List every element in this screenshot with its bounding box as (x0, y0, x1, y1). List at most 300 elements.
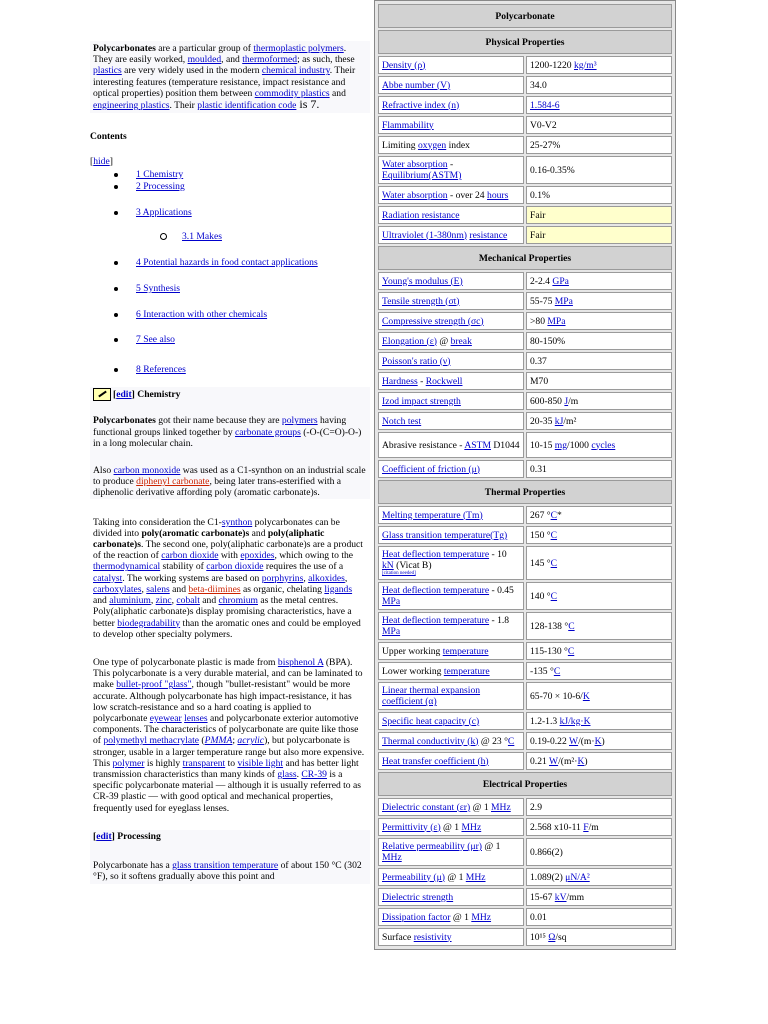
property-link[interactable]: Linear thermal expansion coefficient (α) (382, 685, 481, 707)
property-label (378, 116, 524, 134)
property-label (378, 838, 524, 866)
value-text: 80-150% (530, 335, 566, 347)
text: is a specific polycarbonate material — although it is usually referred to as CR-39 plastic — with good optical and mechanical properties, frequently used for eyeglass lenses. (93, 768, 361, 814)
property-label (378, 612, 524, 640)
property-value (526, 412, 672, 430)
property-label (378, 582, 524, 610)
section-row (378, 30, 672, 54)
physical-properties (378, 56, 672, 244)
property-link[interactable]: resistance (469, 229, 508, 241)
unit-link[interactable]: μN/A² (565, 871, 590, 883)
infobox-body (378, 4, 672, 54)
value-text: 20-35 (530, 415, 555, 427)
value-text: 0.21 (530, 755, 550, 767)
property-link[interactable]: Melting temperature (Tm) (382, 509, 483, 521)
link-diphenyl-carbonate[interactable]: diphenyl carbonate (136, 476, 210, 488)
unit-link[interactable]: MPa (547, 315, 566, 327)
value-text: 34.0 (530, 79, 547, 91)
property-link[interactable]: Water absorption (382, 159, 448, 170)
link-thermoformed[interactable]: thermoformed (242, 54, 298, 66)
property-link[interactable]: temperature (443, 665, 490, 677)
property-value (526, 582, 672, 610)
link-polymers[interactable]: polymers (281, 415, 318, 427)
unit-link[interactable]: kJ/kg·K (559, 715, 591, 727)
unit-link[interactable]: C (567, 645, 575, 657)
text: , though "bullet-resistant" would be more accurate. Although polycarbonate has high impact-resistance, it has low scratch-resistance and so a hard coating is applied to polycarbonate (93, 679, 352, 724)
value-text: 0.37 (530, 355, 547, 367)
link-chemical-industry[interactable]: chemical industry (261, 65, 330, 77)
link-plastic-identification-code[interactable]: plastic identification code (197, 100, 297, 112)
property-row (378, 392, 672, 410)
infobox (374, 0, 676, 950)
unit-link[interactable]: C (568, 620, 575, 632)
property-row (378, 226, 672, 244)
property-value (526, 752, 672, 770)
link-synthon[interactable]: synthon (221, 516, 253, 528)
value-text: V0-V2 (530, 119, 557, 131)
link-zinc[interactable]: zinc (155, 595, 172, 607)
value-link[interactable]: 1.584-6 (530, 99, 560, 111)
property-link[interactable]: Permittivity (ε) (382, 821, 441, 833)
text: Polycarbonate has a (93, 859, 173, 871)
label-text: @ 1 (444, 871, 466, 883)
value-text: 65-70 × 10-6/ (530, 690, 583, 702)
label-text: - (447, 159, 454, 170)
property-link[interactable]: MHz (465, 871, 486, 883)
unit-link[interactable]: W (549, 755, 559, 767)
link-carbon-dioxide[interactable]: carbon dioxide (161, 550, 219, 562)
property-label (378, 682, 524, 710)
value-text: 267 ° (530, 509, 551, 521)
text: , (141, 583, 147, 595)
unit-link[interactable]: F (583, 821, 589, 833)
link-acrylic[interactable]: acrylic (237, 735, 265, 747)
value-text: 0.01 (530, 911, 547, 923)
property-row (378, 662, 672, 680)
property-link[interactable]: Glass transition temperature(Tg) (382, 529, 508, 541)
property-link[interactable]: Rockwell (425, 375, 463, 387)
link-beta-diimines[interactable]: beta-diimines (188, 583, 241, 595)
property-value (526, 312, 672, 330)
property-row (378, 732, 672, 750)
property-label (378, 226, 524, 244)
text: and (93, 595, 110, 607)
property-link[interactable]: C (507, 735, 515, 747)
property-value (526, 546, 672, 580)
text: Also (93, 465, 114, 477)
property-link[interactable]: Flammability (382, 119, 434, 131)
toc-link[interactable]: 6 Interaction with other chemicals (136, 308, 268, 320)
property-value (526, 506, 672, 524)
property-row (378, 838, 672, 866)
property-value (526, 76, 672, 94)
link-carboxylates[interactable]: carboxylates (93, 583, 142, 595)
unit-link[interactable]: C (550, 529, 558, 541)
link-commodity-plastics[interactable]: commodity plastics (254, 87, 330, 99)
electrical-properties (378, 798, 672, 946)
unit-link[interactable]: K (594, 735, 602, 747)
text: , being later trans-esterified with a diphenolic derivative affording poly (aromatic carbonate)s. (93, 476, 342, 499)
toc-link[interactable]: 5 Synthesis (136, 282, 180, 294)
label-text: (Vicat B) (393, 560, 432, 571)
toc-item-applications (90, 207, 370, 218)
infobox-title: Polycarbonate (378, 4, 672, 28)
unit-link[interactable]: K (582, 690, 590, 702)
property-link[interactable]: MHz (382, 852, 402, 863)
chemistry-paragraph-2 (90, 465, 370, 499)
property-value (526, 186, 672, 204)
link-biodegradability[interactable]: biodegradability (117, 617, 181, 629)
unit-link[interactable]: kV (554, 891, 567, 903)
property-link[interactable]: Dielectric constant (εr) (382, 801, 471, 813)
value-text: /1000 (567, 439, 592, 451)
property-value (526, 56, 672, 74)
toc-link[interactable]: 3.1 Makes (182, 231, 222, 243)
intro-bold: Polycarbonates (93, 43, 156, 54)
property-row (378, 752, 672, 770)
text: . Their (169, 100, 198, 112)
link-engineering-plastics[interactable]: engineering plastics (93, 100, 170, 112)
property-row (378, 908, 672, 926)
unit-link[interactable]: Ω (548, 931, 556, 943)
value-text: /m (588, 821, 599, 833)
link-ligands[interactable]: ligands (324, 583, 353, 595)
value-text: 10¹⁵ (530, 931, 549, 943)
link-carbonate-groups[interactable]: carbonate groups (235, 426, 301, 438)
value-text: >80 (530, 315, 548, 327)
text: is 7. (296, 97, 320, 112)
property-label (378, 546, 524, 580)
toc-list (90, 169, 370, 376)
text: stability of (160, 561, 207, 573)
toc-hide-link[interactable]: hide (93, 156, 110, 168)
link-aluminium[interactable]: aluminium (109, 595, 151, 607)
toc-item-interaction (90, 309, 370, 320)
infobox-title-row (378, 4, 672, 28)
link-polymethyl-methacrylate[interactable]: polymethyl methacrylate (103, 735, 200, 747)
property-link[interactable]: Coefficient of friction (μ) (382, 463, 480, 475)
property-link[interactable]: Thermal conductivity (k) (382, 735, 479, 747)
property-link[interactable]: Abbe number (V) (382, 79, 451, 91)
property-link[interactable]: ASTM (464, 439, 491, 451)
property-link[interactable]: Ultraviolet (1-380nm) (382, 229, 467, 241)
unit-link[interactable]: MPa (554, 295, 573, 307)
property-label (378, 392, 524, 410)
property-link[interactable]: Tensile strength (σt) (382, 295, 460, 307)
text: is highly (144, 757, 183, 769)
link-carbon-dioxide-2[interactable]: carbon dioxide (206, 561, 264, 573)
label-text: @ 1 (440, 821, 462, 833)
toc-link[interactable]: 2 Processing (136, 180, 185, 192)
property-link[interactable]: temperature (442, 645, 489, 657)
text: Chemistry (137, 388, 181, 400)
unit-link[interactable]: mg (554, 439, 568, 451)
unit-link[interactable]: W (569, 735, 579, 747)
property-link[interactable]: MHz (471, 911, 492, 923)
edit-chemistry-link[interactable]: edit (116, 388, 132, 400)
property-link[interactable]: MPa (382, 596, 401, 607)
link-epoxides[interactable]: epoxides (240, 550, 275, 562)
text: and polycarbonate exterior automotive components. The characteristics of polycarbonate are quite like those of (93, 712, 359, 747)
text: . Their interesting features (temperature resistance, impact resistance and optical properties) position them between (93, 65, 356, 99)
property-value (526, 712, 672, 730)
property-label (378, 818, 524, 836)
text: One type of polycarbonate plastic is made from (93, 656, 278, 668)
link-lenses[interactable]: lenses (184, 712, 208, 724)
label-text: - (417, 375, 426, 387)
mechanical-properties (378, 272, 672, 478)
property-value (526, 838, 672, 866)
property-value (526, 908, 672, 926)
property-value (526, 372, 672, 390)
text: (-O-(C=O)-O-) in a long molecular chain. (93, 426, 362, 449)
property-value (526, 96, 672, 114)
link-alkoxides[interactable]: alkoxides (308, 572, 345, 584)
property-row (378, 272, 672, 290)
property-link[interactable]: Elongation (ε) (382, 335, 437, 347)
property-row (378, 582, 672, 610)
property-label (378, 506, 524, 524)
link-cobalt[interactable]: cobalt (176, 595, 200, 607)
toc-hide-toggle: [hide] (90, 156, 113, 168)
edit-processing-link[interactable]: edit (96, 831, 112, 843)
property-label (378, 156, 524, 184)
link-glass-transition-temperature[interactable]: glass transition temperature (172, 859, 279, 871)
property-value (526, 272, 672, 290)
text: to (225, 757, 238, 769)
text: as organic, chelating (240, 583, 325, 595)
thermal-properties (378, 506, 672, 770)
property-link[interactable]: Radiation resistance (382, 209, 460, 221)
property-link[interactable]: Heat deflection temperature (382, 549, 490, 560)
property-link[interactable]: Notch test (382, 415, 422, 427)
property-link[interactable]: Equilibrium(ASTM) (382, 170, 462, 181)
article-column (90, 41, 370, 884)
value-text: 0.16-0.35% (530, 164, 575, 176)
mechanical-header-body (378, 246, 672, 270)
link-eyewear[interactable]: eyewear (149, 712, 182, 724)
electrical-header-body (378, 772, 672, 796)
property-value (526, 206, 672, 224)
property-row (378, 888, 672, 906)
value-text: 0.866(2) (530, 846, 563, 858)
property-link[interactable]: Heat transfer coefficient (h) (382, 755, 489, 767)
toc-link[interactable]: 3 Applications (136, 207, 192, 219)
toc-item-chemistry (90, 169, 370, 180)
property-link[interactable]: Permeability (μ) (382, 871, 445, 883)
property-value (526, 392, 672, 410)
property-link[interactable]: Relative permeability (μr) (382, 841, 482, 852)
property-row (378, 432, 672, 458)
value-text: 115-130 ° (530, 645, 568, 657)
property-row (378, 332, 672, 350)
link-moulded[interactable]: moulded (187, 54, 222, 66)
chemistry-heading: [ edit ] Chemistry (90, 387, 370, 401)
text: was used as a C1-synthon on an industrial scale to produce (93, 465, 366, 488)
text: having functional groups linked together by (93, 415, 347, 438)
unit-link[interactable]: C (553, 665, 561, 677)
toc-link[interactable]: 1 Chemistry (136, 168, 184, 180)
toc-item-hazards (90, 257, 370, 268)
property-value (526, 682, 672, 710)
unit-link[interactable]: C (550, 509, 558, 521)
link-thermoplastic-polymers[interactable]: thermoplastic polymers (253, 43, 344, 54)
label-text: Upper working (382, 645, 443, 657)
processing-section (90, 830, 370, 884)
unit-link[interactable]: C (550, 590, 558, 602)
property-label (378, 272, 524, 290)
property-value (526, 292, 672, 310)
property-label (378, 526, 524, 544)
property-link[interactable]: Water absorption (382, 189, 448, 201)
text: . The working systems are based on (122, 572, 262, 584)
text: are a particular group of (155, 43, 254, 54)
value-text: 55-75 (530, 295, 555, 307)
property-row (378, 412, 672, 430)
link-glass[interactable]: glass (277, 768, 297, 780)
text: Taking into consideration the C1- (93, 516, 222, 528)
property-value (526, 526, 672, 544)
link-porphyrins[interactable]: porphyrins (261, 572, 304, 584)
link-visible-light[interactable]: visible light (237, 757, 284, 769)
property-link[interactable]: Refractive index (n) (382, 99, 460, 111)
property-label (378, 56, 524, 74)
link-pmma[interactable]: PMMA (204, 735, 233, 747)
section-row (378, 246, 672, 270)
property-link[interactable]: Izod impact strength (382, 395, 461, 407)
link-salens[interactable]: salens (146, 583, 170, 595)
property-row (378, 136, 672, 154)
section-row (378, 772, 672, 796)
property-row (378, 460, 672, 478)
text: and (169, 583, 189, 595)
value-text: 128-138 ° (530, 620, 569, 632)
value-text: M70 (530, 375, 549, 387)
text: , (344, 572, 348, 584)
text: , (171, 595, 177, 607)
toc-link[interactable]: 8 References (136, 364, 186, 376)
value-text: * (557, 509, 562, 521)
value-text: /(m· (578, 735, 595, 747)
property-value (526, 612, 672, 640)
property-row (378, 612, 672, 640)
link-cr-39[interactable]: CR-39 (301, 768, 327, 780)
property-link[interactable]: Compressive strength (σc) (382, 315, 484, 327)
unit-link[interactable]: K (577, 755, 585, 767)
property-link[interactable]: MHz (461, 821, 482, 833)
unit-link[interactable]: kJ (554, 415, 564, 427)
property-label (378, 312, 524, 330)
value-text: ) (584, 755, 588, 767)
text: got their name because they are (155, 415, 282, 427)
label-text: @ 1 (481, 841, 501, 852)
link-polymer[interactable]: polymer (112, 757, 145, 769)
physical-properties-header: Physical Properties (378, 30, 672, 54)
text: as the metal centres. Poly(aliphatic carbonate)s display promising characteristics, have a better (93, 595, 352, 629)
label-text: - 10 (489, 549, 507, 560)
property-label (378, 76, 524, 94)
toc-link[interactable]: 7 See also (136, 334, 175, 346)
property-link[interactable]: Hardness (382, 375, 418, 387)
citation-needed-link[interactable]: [citation needed] (382, 571, 416, 576)
property-link[interactable]: MPa (382, 626, 401, 637)
value-text: 0.31 (530, 463, 547, 475)
processing-heading: [ edit ] Processing (93, 831, 161, 843)
value-text: 145 ° (530, 557, 551, 569)
toc-item-makes (90, 231, 370, 242)
link-chromium[interactable]: chromium (218, 595, 258, 607)
text: with (218, 550, 241, 562)
link-plastics[interactable]: plastics (93, 65, 122, 77)
text: and (249, 527, 268, 539)
label-text: @ (436, 335, 451, 347)
property-link[interactable]: Dielectric strength (382, 891, 454, 903)
property-link[interactable]: kN (382, 560, 394, 571)
property-link[interactable]: hours (487, 189, 509, 201)
label-text: - 0.45 (489, 585, 514, 596)
unit-link[interactable]: kg/m³ (573, 59, 597, 71)
property-link[interactable]: Young's modulus (E) (382, 275, 463, 287)
label-text: Abrasive resistance - (382, 439, 465, 451)
link-bullet-proof-glass[interactable]: bullet-proof "glass" (116, 679, 192, 691)
property-link[interactable]: resistivity (413, 931, 452, 943)
text: , (303, 572, 309, 584)
link-thermodynamical[interactable]: thermodynamical (93, 561, 161, 573)
text: polycarbonates can be divided into (93, 516, 340, 539)
property-link[interactable]: Poisson's ratio (ν) (382, 355, 451, 367)
property-label (378, 412, 524, 430)
property-link[interactable]: Specific heat capacity (c) (382, 715, 480, 727)
property-label (378, 136, 524, 154)
property-link[interactable]: MHz (491, 801, 511, 813)
link-carbon-monoxide[interactable]: carbon monoxide (113, 465, 181, 477)
toc-link[interactable]: 4 Potential hazards in food contact applications (136, 257, 318, 269)
unit-link[interactable]: cycles (591, 439, 616, 451)
property-link[interactable]: Heat deflection temperature (382, 615, 490, 626)
property-link[interactable]: Dissipation factor (382, 911, 451, 923)
property-link[interactable]: Density (ρ) (382, 59, 426, 71)
chemistry-paragraph-4 (90, 657, 370, 814)
link-catalyst[interactable]: catalyst (93, 572, 123, 584)
value-text: 1200-1220 (530, 59, 574, 71)
unit-link[interactable]: C (550, 557, 558, 569)
edit-pencil-icon[interactable] (93, 388, 111, 401)
property-link[interactable]: oxygen (417, 139, 447, 151)
label-text: Limiting (382, 139, 418, 151)
label-text: @ 1 (450, 911, 472, 923)
unit-link[interactable]: GPa (552, 275, 569, 287)
processing-paragraph-1 (90, 860, 370, 882)
label-text: @ 23 ° (478, 735, 508, 747)
property-label (378, 732, 524, 750)
property-link[interactable]: Heat deflection temperature (382, 585, 490, 596)
property-label (378, 206, 524, 224)
property-value (526, 928, 672, 946)
property-row (378, 372, 672, 390)
text: Processing (117, 831, 161, 843)
property-link[interactable]: break (450, 335, 472, 347)
link-bisphenol-a[interactable]: bisphenol A (277, 656, 324, 668)
property-row (378, 868, 672, 886)
unit-link[interactable]: J (564, 395, 569, 407)
text: and (329, 87, 346, 99)
section-row (378, 480, 672, 504)
link-transparent[interactable]: transparent (182, 757, 226, 769)
property-value (526, 156, 672, 184)
text: and (199, 595, 219, 607)
text: than the aromatic ones and could be employed to develop other specialty polymers. (93, 617, 361, 640)
property-value (526, 798, 672, 816)
